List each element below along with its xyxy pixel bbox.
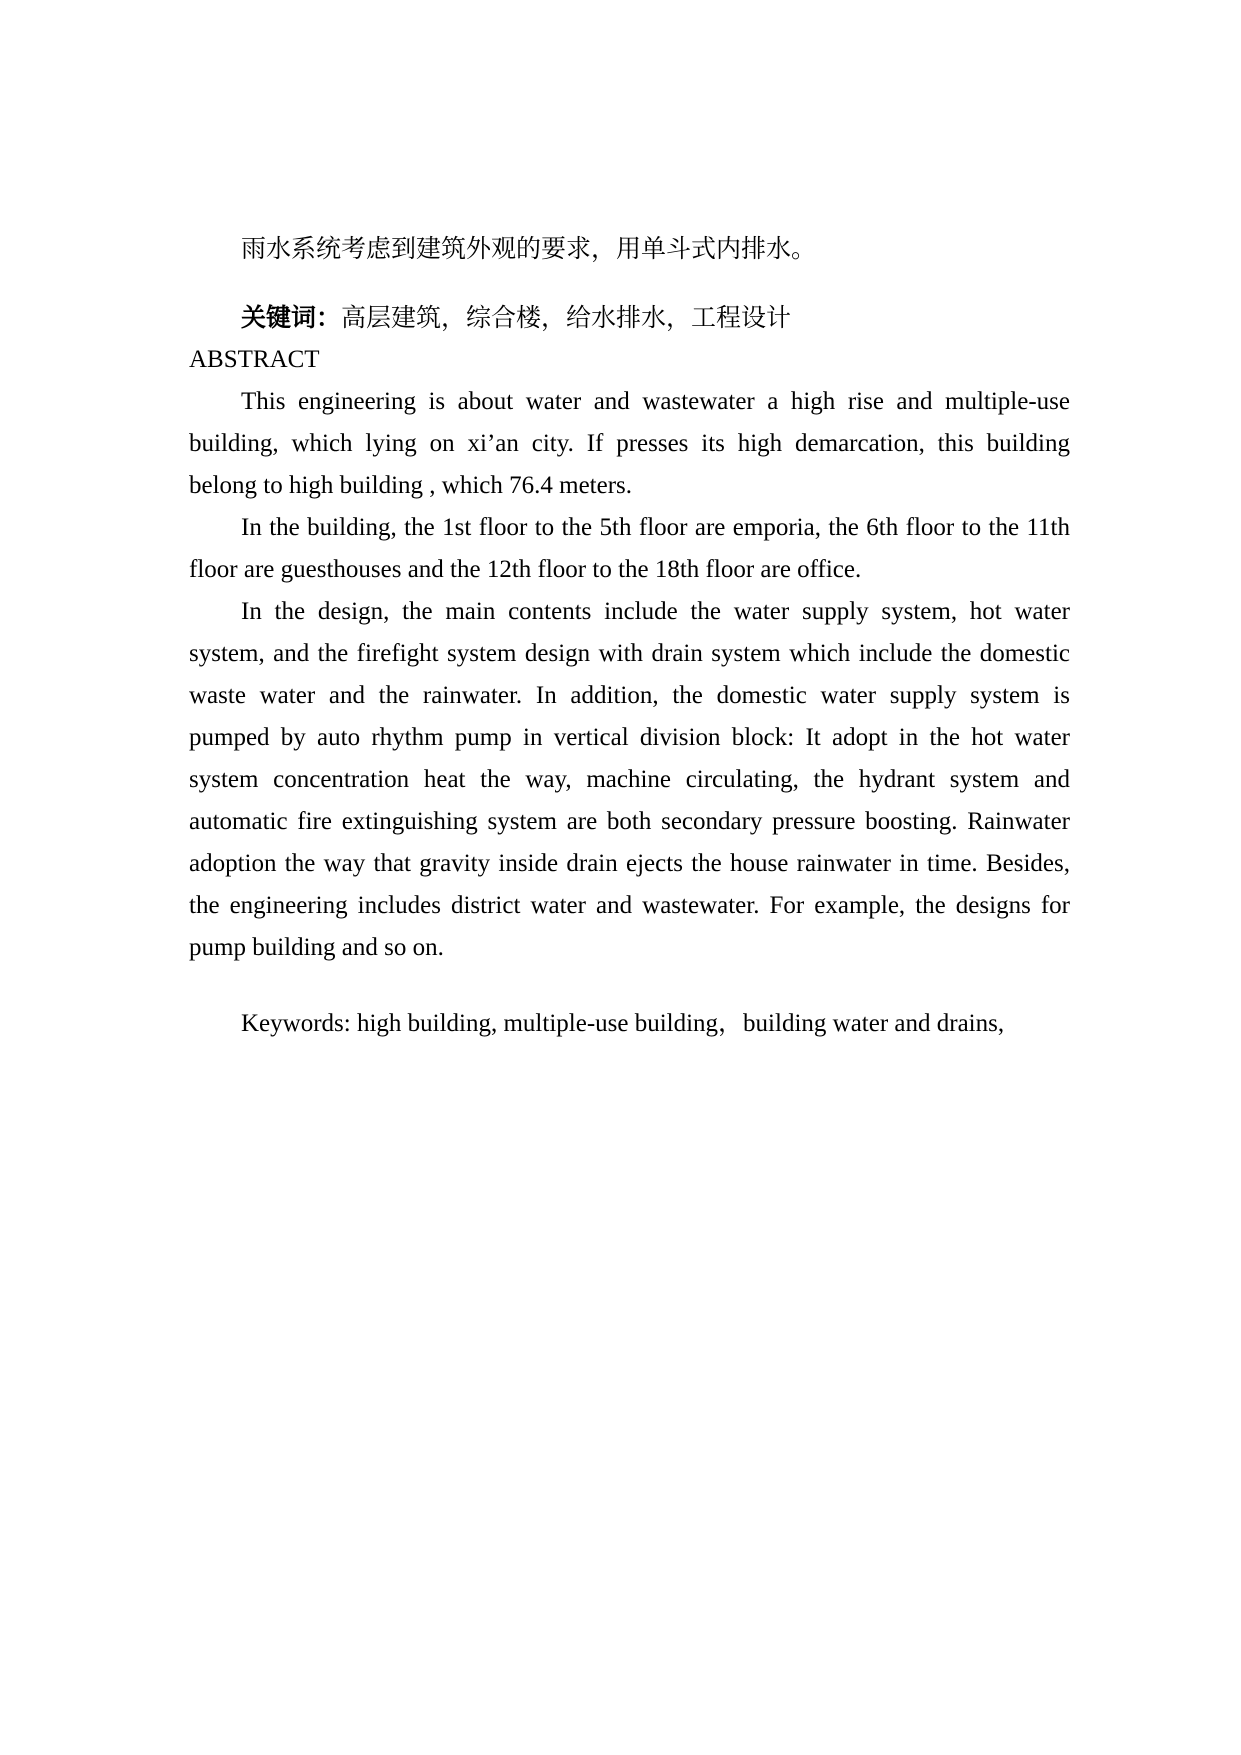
- abstract-paragraph: [189, 381, 1070, 507]
- cn-keywords-label: 关键词：: [241, 305, 342, 332]
- cn-keywords-line: [189, 298, 1070, 340]
- abstract-paragraph: [189, 507, 1070, 591]
- abstract-line: system, and the firefight system design with drain system which include the domestic: [189, 640, 1070, 667]
- abstract-line: automatic fire extinguishing system are both secondary pressure boosting. Rainwater: [189, 808, 1070, 835]
- abstract-line: In the design, the main contents include the water supply system, hot water: [241, 598, 1070, 625]
- abstract-line: the engineering includes district water and wastewater. For example, the designs for: [189, 892, 1070, 919]
- abstract-line: waste water and the rainwater. In addition, the domestic water supply system is: [189, 682, 1070, 709]
- abstract-section: [189, 339, 1070, 969]
- cn-keywords-value: 高层建筑，综合楼，给水排水，工程设计: [341, 305, 792, 332]
- cn-keywords-block: [189, 298, 1070, 340]
- abstract-line: pumped by auto rhythm pump in vertical division block: It adopt in the hot water: [189, 724, 1070, 751]
- abstract-line: building, which lying on xi’an city. If presses its high demarcation, this building: [189, 430, 1070, 457]
- abstract-line: pump building and so on.: [189, 934, 444, 961]
- abstract-line: In the building, the 1st floor to the 5th floor are emporia, the 6th floor to the 11th: [241, 514, 1070, 541]
- en-keywords-line: Keywords: high building, multiple-use building，building water and drains,: [241, 1010, 1005, 1037]
- cn-abstract-text-block: [189, 229, 1070, 271]
- abstract-paragraph: [189, 591, 1070, 969]
- abstract-line: floor are guesthouses and the 12th floor to the 18th floor are office.: [189, 556, 862, 583]
- abstract-line: belong to high building , which 76.4 meters.: [189, 472, 633, 499]
- abstract-line: adoption the way that gravity inside drain ejects the house rainwater in time. Besides,: [189, 850, 1070, 877]
- abstract-line: system concentration heat the way, machine circulating, the hydrant system and: [189, 766, 1070, 793]
- en-keywords-block: [189, 1003, 1070, 1045]
- abstract-heading: ABSTRACT: [189, 346, 320, 373]
- abstract-line: This engineering is about water and wastewater a high rise and multiple-use: [241, 388, 1070, 415]
- cn-abstract-line: 雨水系统考虑到建筑外观的要求，用单斗式内排水。: [241, 236, 817, 263]
